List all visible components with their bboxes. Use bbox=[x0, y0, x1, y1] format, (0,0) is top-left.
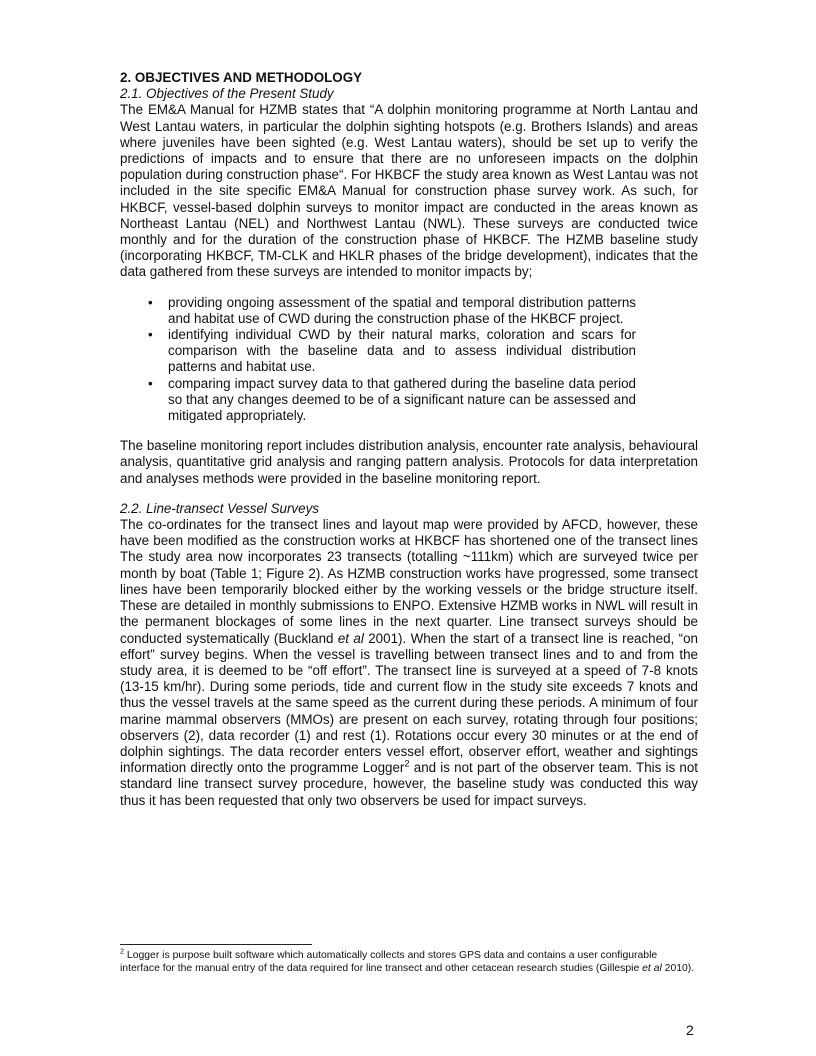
line-transect-paragraph: The co-ordinates for the transect lines and layout map were provided by AFCD, however, these have been modified as the construction works at HKBCF has shortened one of the transect lines The study area now incorporates 23 transects (totalling ~111km) which are surveyed twice per month by boat (Table 1; Figure 2). As HZMB construction works have progressed, some transect lines have been temporarily blocked either by the working vessels or the bridge structure itself. These are detailed in monthly submissions to ENPO. Extensive HZMB works in NWL will result in the permanent blockages of some lines in the next quarter. Line transect surveys should be conducted systematically (Buckland et al 2001). When the start of a transect line is reached, “on effort” survey begins. When the vessel is travelling between transect lines and to and from the study area, it is deemed to be “off effort”. The transect line is surveyed at a speed of 7-8 knots (13-15 km/hr). During some periods, tide and current flow in the study site exceeds 7 knots and thus the vessel travels at the same speed as the current during these periods. A minimum of four marine mammal observers (MMOs) are present on each survey, rotating through four positions; observers (2), data recorder (1) and rest (1). Rotations occur every 30 minutes or at the end of dolphin sightings. The data recorder enters vessel effort, observer effort, weather and sightings information directly onto the programme Logger$^2$ and is not part of the observer team. This is not standard line transect survey procedure, however, the baseline study was conducted this way thus it has been requested that only two observers be used for impact surveys. bbox=[120, 517, 698, 808]
objectives-paragraph: The EM&A Manual for HZMB states that “A dolphin monitoring programme at North Lantau and West Lantau waters, in particular the dolphin sighting hotspots (e.g. Brothers Islands) and areas where juveniles have been sighted (e.g. West Lantau waters), should be set up to verify the predictions of impacts and to ensure that there are no unforeseen impacts on the dolphin population during construction phase“. For HKBCF the study area known as West Lantau was not included in the site specific EM&A Manual for construction phase survey work. As such, for HKBCF, vessel-based dolphin surveys to monitor impact are conducted in the areas known as Northeast Lantau (NEL) and Northwest Lantau (NWL). These surveys are conducted twice monthly and for the duration of the construction phase of HKBCF. The HZMB baseline study (incorporating HKBCF, TM-CLK and HKLR phases of the bridge development), indicates that the data gathered from these surveys are intended to monitor impacts by; bbox=[120, 102, 698, 280]
footnote-marker: 2 bbox=[120, 946, 125, 956]
list-item: • providing ongoing assessment of the spatial and temporal distribution patterns and habitat use of CWD during the construction phase of the HKBCF project. bbox=[168, 295, 636, 327]
footnote-reference: 2 bbox=[404, 758, 410, 769]
list-item: • comparing impact survey data to that gathered during the baseline data period so that any changes deemed to be of a significant nature can be assessed and mitigated appropriately. bbox=[168, 376, 636, 425]
objectives-bullet-list bbox=[120, 295, 636, 425]
footnote-separator bbox=[120, 944, 312, 945]
footnote: $^2$ Logger is purpose built software which automatically collects and stores GPS data and contains a user configurable interface for the manual entry of the data required for line transect and other cetacean research studies (Gillespie et al 2010). bbox=[120, 946, 695, 974]
page-body bbox=[120, 70, 698, 809]
list-item: • identifying individual CWD by their natural marks, coloration and scars for comparison with the baseline data and to assess individual distribution patterns and habitat use. bbox=[168, 327, 636, 376]
section-heading: 2. OBJECTIVES AND METHODOLOGY bbox=[120, 70, 363, 85]
page-number: 2 bbox=[686, 1022, 694, 1038]
subsection-heading-objectives: 2.1. Objectives of the Present Study bbox=[120, 86, 334, 102]
subsection-heading-line-transect: 2.2. Line-transect Vessel Surveys bbox=[120, 500, 319, 516]
baseline-paragraph: The baseline monitoring report includes distribution analysis, encounter rate analysis, behavioural analysis, quantitative grid analysis and ranging pattern analysis. Protocols for data interpretation and analyses methods were provided in the baseline monitoring report. bbox=[120, 438, 698, 486]
